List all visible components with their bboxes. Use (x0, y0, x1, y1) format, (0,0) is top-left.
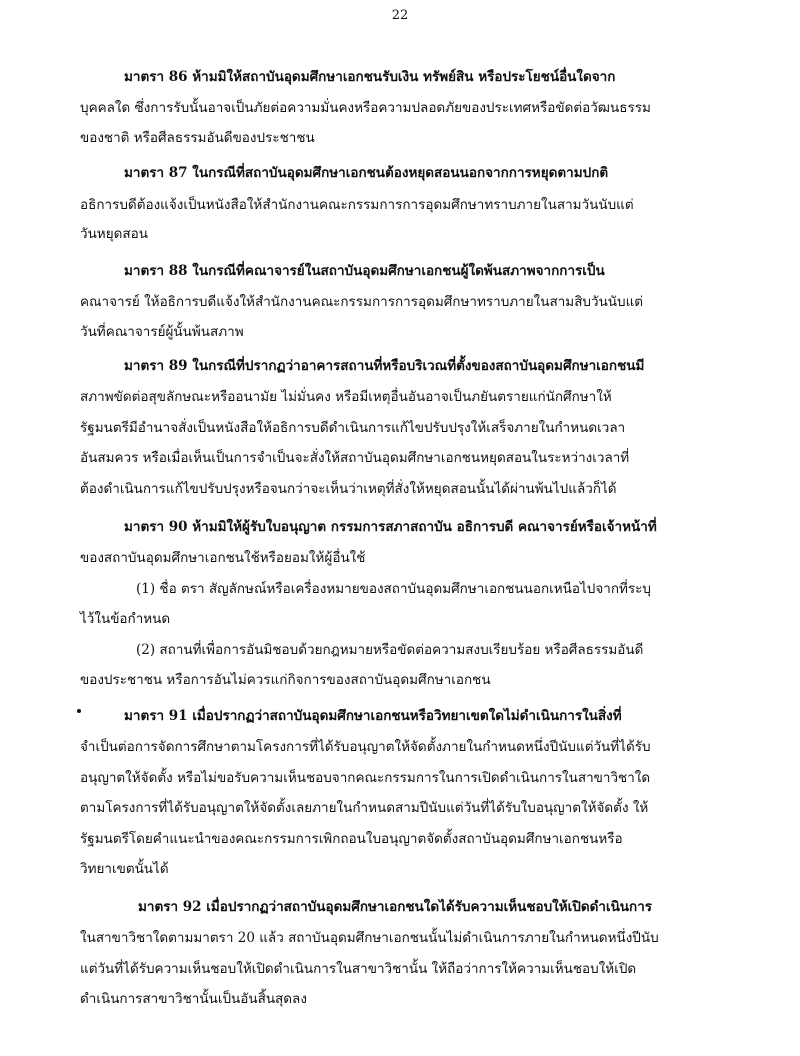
section-88-line-1: มาตรา 88 ในกรณีที่คณาจารย์ในสถาบันอุดมศึกษาเอกชนผู้ใดพ้นสภาพจากการเป็น (124, 263, 605, 279)
section-89-line-3: รัฐมนตรีมีอำนาจสั่งเป็นหนังสือให้อธิการบดีดำเนินการแก้ไขปรับปรุงให้เสร็จภายในกำหนดเวลา (80, 420, 626, 436)
section-90-item-2-cont: ของประชาชน หรือการอันไม่ควรแก่กิจการของสถาบันอุดมศึกษาเอกชน (80, 672, 491, 688)
page-number: 22 (391, 8, 409, 23)
section-86-line-1: มาตรา 86 ห้ามมิให้สถาบันอุดมศึกษาเอกชนรับเงิน ทรัพย์สิน หรือประโยชน์อื่นใดจาก (124, 69, 616, 85)
section-88-line-3: วันที่คณาจารย์ผู้นั้นพ้นสภาพ (80, 324, 244, 340)
section-91-line-4: ตามโครงการที่ได้รับอนุญาตให้จัดตั้งเลยภายในกำหนดสามปีนับแต่วันที่ได้รับใบอนุญาตให้จัดตั้ง ให้ (80, 800, 649, 816)
section-89-line-4: อันสมควร หรือเมื่อเห็นเป็นการจำเป็นจะสั่งให้สถาบันอุดมศึกษาเอกชนหยุดสอนในระหว่างเวลาที่ (80, 450, 630, 466)
section-86-line-2: บุคคลใด ซึ่งการรับนั้นอาจเป็นภัยต่อความมั่นคงหรือความปลอดภัยของประเทศหรือขัดต่อวัฒนธรรม (80, 100, 651, 116)
section-91-line-5: รัฐมนตรีโดยคำแนะนำของคณะกรรมการเพิกถอนใบอนุญาตจัดตั้งสถาบันอุดมศึกษาเอกชนหรือ (80, 831, 623, 847)
section-87-line-2: อธิการบดีต้องแจ้งเป็นหนังสือให้สำนักงานคณะกรรมการการอุดมศึกษาทราบภายในสามวันนับแต่ (80, 197, 634, 213)
section-89-line-1: มาตรา 89 ในกรณีที่ปรากฏว่าอาคารสถานที่หรือบริเวณที่ตั้งของสถาบันอุดมศึกษาเอกชนมี (124, 358, 645, 374)
section-91-line-1: มาตรา 91 เมื่อปรากฏว่าสถาบันอุดมศึกษาเอกชนหรือวิทยาเขตใดไม่ดำเนินการในสิ่งที่ (124, 708, 622, 724)
section-91-line-3: อนุญาตให้จัดตั้ง หรือไม่ขอรับความเห็นชอบจากคณะกรรมการในการเปิดดำเนินการในสาขาวิชาใด (80, 770, 651, 786)
section-87-line-1: มาตรา 87 ในกรณีที่สถาบันอุดมศึกษาเอกชนต้องหยุดสอนนอกจากการหยุดตามปกติ (124, 165, 609, 181)
section-86-line-3: ของชาติ หรือศีลธรรมอันดีของประชาชน (80, 130, 315, 146)
section-90-line-1: มาตรา 90 ห้ามมิให้ผู้รับใบอนุญาต กรรมการสภาสถาบัน อธิการบดี คณาจารย์หรือเจ้าหน้าที่ (124, 519, 657, 535)
section-90-item-1-cont: ไว้ในข้อกำหนด (80, 611, 171, 627)
section-89-line-5: ต้องดำเนินการแก้ไขปรับปรุงหรือจนกว่าจะเห็นว่าเหตุที่สั่งให้หยุดสอนนั้นได้ผ่านพ้นไปแล้วก็ได้ (80, 481, 617, 497)
section-91-line-6: วิทยาเขตนั้นได้ (80, 861, 169, 877)
section-87-line-3: วันหยุดสอน (80, 226, 148, 242)
section-88-line-2: คณาจารย์ ให้อธิการบดีแจ้งให้สำนักงานคณะกรรมการการอุดมศึกษาทราบภายในสามสิบวันนับแต่ (80, 294, 644, 310)
section-90-item-1: (1) ชื่อ ตรา สัญลักษณ์หรือเครื่องหมายของสถาบันอุดมศึกษาเอกชนนอกเหนือไปจากที่ระบุ (136, 581, 651, 597)
section-92-line-1: มาตรา 92 เมื่อปรากฏว่าสถาบันอุดมศึกษาเอกชนใดได้รับความเห็นชอบให้เปิดดำเนินการ (138, 899, 653, 915)
section-89-line-2: สภาพขัดต่อสุขลักษณะหรืออนามัย ไม่มั่นคง หรือมีเหตุอื่นอันอาจเป็นภยันตรายแก่นักศึกษาให้ (80, 389, 612, 405)
section-92-line-4: ดำเนินการสาขาวิชานั้นเป็นอันสิ้นสุดลง (80, 991, 307, 1007)
section-92-line-3: แต่วันที่ได้รับความเห็นชอบให้เปิดดำเนินการในสาขาวิชานั้น ให้ถือว่าการให้ความเห็นชอบให้เปิด (80, 961, 637, 977)
section-91-line-2: จำเป็นต่อการจัดการศึกษาตามโครงการที่ได้รับอนุญาตให้จัดตั้งภายในกำหนดหนึ่งปีนับแต่วันที่ได้รับ (80, 739, 651, 755)
stray-mark (77, 709, 81, 713)
section-92-line-2: ในสาขาวิชาใดตามมาตรา 20 แล้ว สถาบันอุดมศึกษาเอกชนนั้นไม่ดำเนินการภายในกำหนดหนึ่งปีนับ (80, 930, 659, 946)
section-90-item-2: (2) สถานที่เพื่อการอันมิชอบด้วยกฎหมายหรือขัดต่อความสงบเรียบร้อย หรือศีลธรรมอันดี (136, 642, 644, 658)
section-90-line-2: ของสถาบันอุดมศึกษาเอกชนใช้หรือยอมให้ผู้อื่นใช้ (80, 550, 366, 566)
